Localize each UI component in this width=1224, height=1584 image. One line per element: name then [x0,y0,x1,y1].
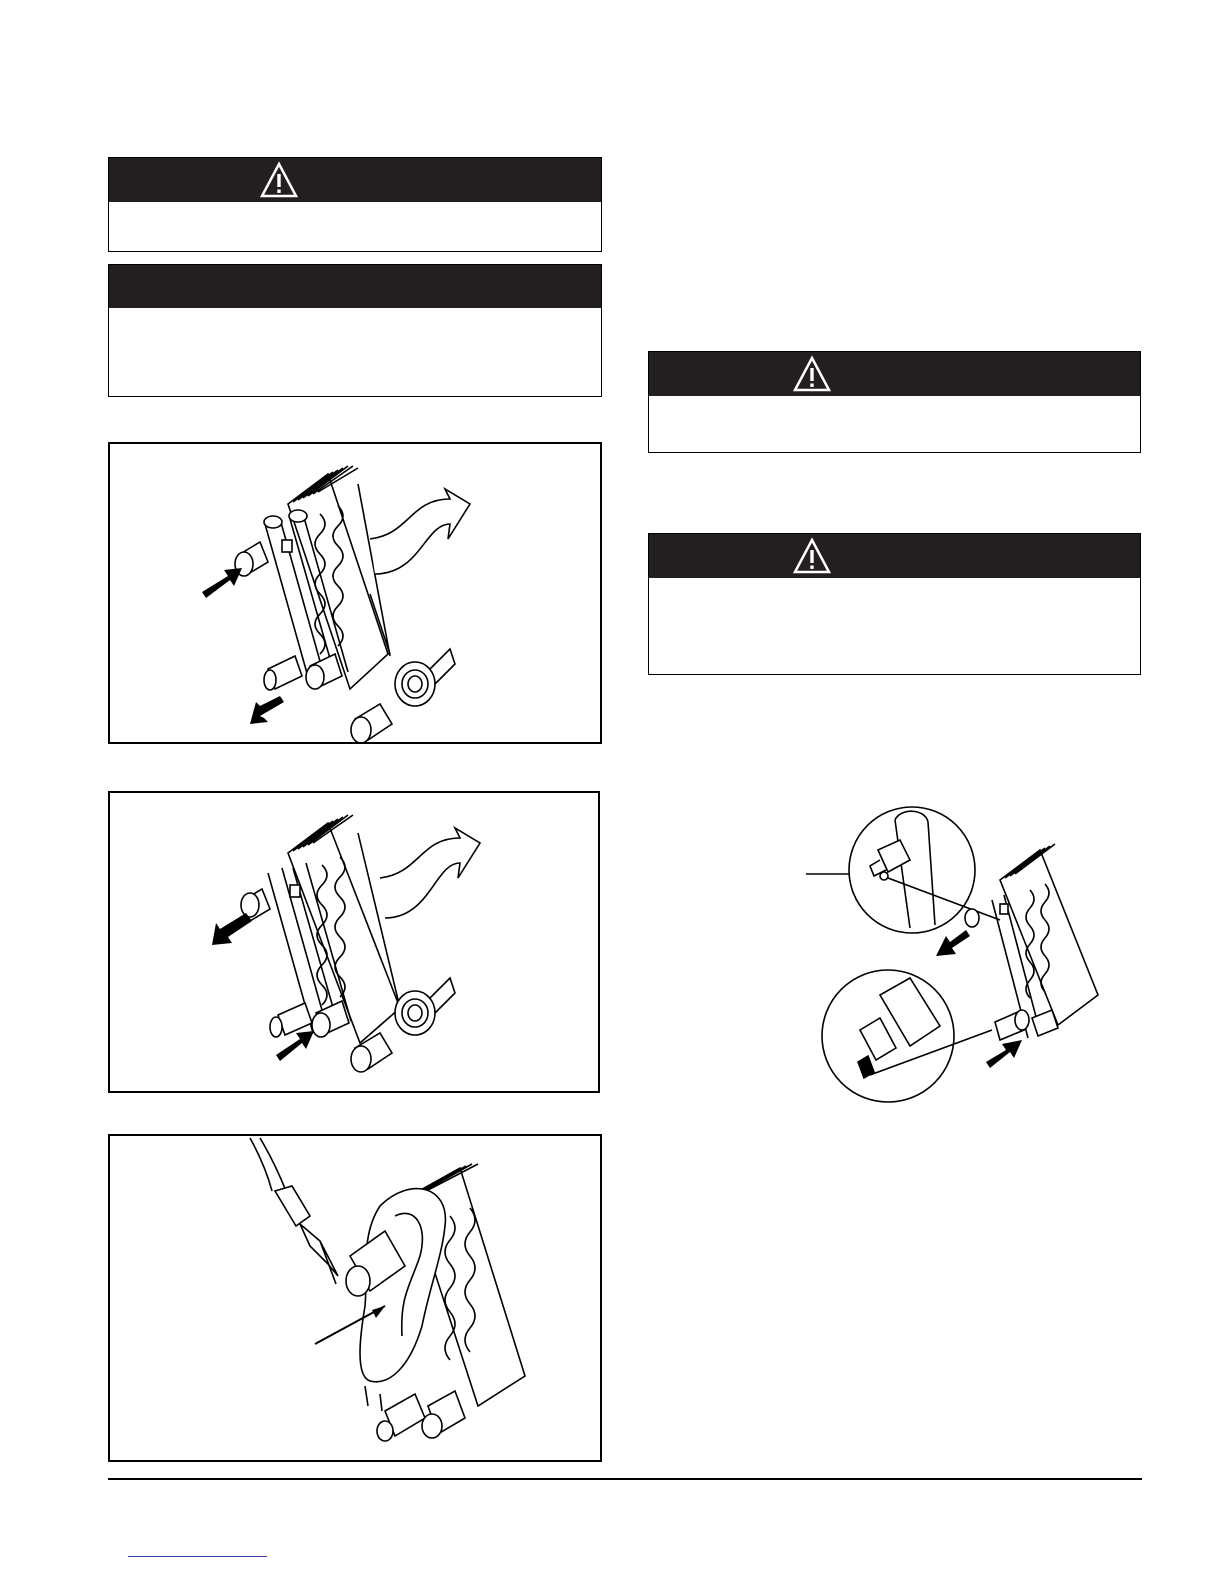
footer-rule [108,1478,1142,1480]
coil-illustration-a [110,444,600,742]
figure-valve-detail [800,800,1120,1115]
warning-box-2 [648,351,1141,453]
warning-box-1 [108,157,602,252]
flow-out-arrow-icon [936,930,970,956]
warning-header-band [649,352,1140,396]
torch [250,1138,338,1284]
flow-out-arrow-icon [212,913,252,945]
coil-illustration-b [110,793,598,1091]
flow-out-arrow-icon [250,696,284,724]
warning-triangle-icon [259,161,299,199]
warning-header-band [109,158,601,202]
curved-arrow-icon [380,828,480,918]
flow-in-arrow-icon [986,1040,1022,1068]
figure-coil-flow-b [108,791,600,1093]
caution-header-band [109,265,601,308]
flow-in-arrow-icon [276,1031,314,1061]
coil-fins [288,466,390,689]
figure-coil-flow-a [108,442,602,744]
wet-cloth [360,1189,445,1411]
brazing-illustration [110,1136,600,1460]
figure-brazing [108,1134,602,1462]
warning-box-3 [648,533,1141,675]
caution-box [108,264,602,397]
warning-triangle-icon [792,537,832,575]
flow-in-arrow-icon [202,568,242,598]
warning-triangle-icon [792,355,832,393]
valve-detail-illustration [800,800,1120,1110]
warning-header-band [649,534,1140,578]
curved-arrow-icon [370,489,470,574]
magnified-detail-bottom [822,970,992,1102]
coil-small [965,844,1098,1040]
inlet-stub-top [235,540,292,576]
footer-link[interactable] [128,1556,267,1557]
